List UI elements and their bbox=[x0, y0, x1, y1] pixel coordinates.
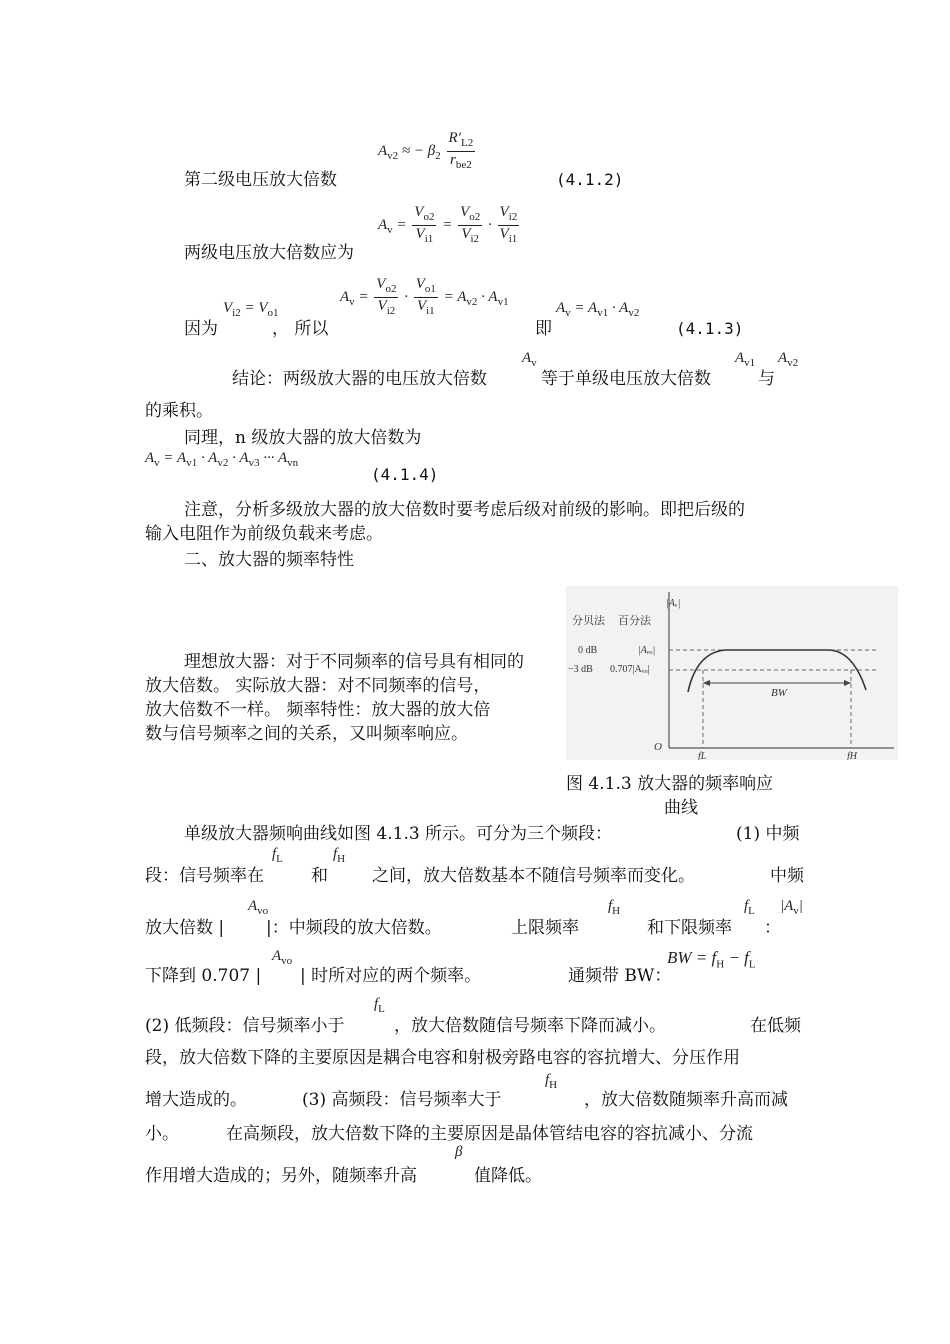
bw-arrow-left-head bbox=[703, 680, 710, 686]
single-stage-line-3b: |：中频段的放大倍数。 bbox=[266, 918, 442, 938]
fh-symbol-3: $f_H$ bbox=[545, 1072, 558, 1091]
fl-label: fL bbox=[698, 751, 707, 760]
eq-av-caption: 两级电压放大倍数应为 bbox=[184, 243, 354, 263]
note-line-1: 注意，分析多级放大器的放大倍数时要考虑后级对前级的影响。即把后级的 bbox=[184, 500, 745, 520]
avo-symbol-2: $A_{vo}$ bbox=[272, 948, 293, 967]
freq-intro-line-1: 理想放大器：对于不同频率的信号具有相同的 bbox=[184, 652, 524, 672]
eq-4-1-4: $A_v = A_{v1} \cdot A_{v2} \cdot A_{v3}$ ··· $A_{vn}$ bbox=[145, 450, 299, 469]
y-axis-label: |Aᵥ| bbox=[666, 598, 681, 609]
eq-4-1-3-ie: 即 bbox=[535, 319, 552, 339]
row1-db: 0 dB bbox=[578, 645, 598, 656]
fl-symbol: $f_L$ bbox=[272, 846, 283, 865]
eq-4-1-3-so: ， 所以 bbox=[272, 319, 329, 339]
high-band-line-5a: 作用增大造成的；另外，随频率升高 bbox=[145, 1166, 417, 1186]
figure-caption-line-2: 曲线 bbox=[664, 798, 698, 818]
single-stage-line-3e: ： bbox=[764, 918, 781, 938]
header-pct: 百分法 bbox=[618, 614, 651, 627]
freq-intro-line-2: 放大倍数。 实际放大器：对不同频率的信号， bbox=[145, 676, 491, 696]
bw-equation: BW = $f_H - f_L$ bbox=[667, 948, 756, 971]
conclusion-av1-symbol: $A_{v1}$ bbox=[735, 350, 756, 369]
beta-symbol: β bbox=[455, 1144, 463, 1160]
freq-intro-line-4: 数与信号频率之间的关系，又叫频率响应。 bbox=[145, 724, 468, 744]
high-band-line-4b: 在高频段，放大倍数下降的主要原因是晶体管结电容的容抗减小、分流 bbox=[226, 1124, 753, 1144]
single-stage-line-2d: 中频 bbox=[770, 866, 804, 886]
bw-label: BW bbox=[771, 687, 787, 699]
low-band-line-3a: 增大造成的。 bbox=[145, 1090, 247, 1110]
single-stage-line-4b: | 时所对应的两个频率。 bbox=[300, 966, 482, 986]
section-2-heading: 二、放大器的频率特性 bbox=[184, 550, 354, 570]
conclusion-av-symbol: $A_v$ bbox=[522, 350, 537, 369]
eq-av-ratio: $A_v$ = $\frac{V_{o2}}{V_{i1}}$ = $\frac{V_{o2}}{V_{i2}}$ · $\frac{V_{i2}}{V_{i1}}$ bbox=[378, 204, 518, 245]
fh-label: fH bbox=[847, 751, 857, 760]
single-stage-line-3d: 和下限频率 bbox=[647, 918, 732, 938]
eq-4-1-4-number: (4.1.4) bbox=[371, 465, 439, 484]
fh-symbol: $f_H$ bbox=[333, 846, 346, 865]
fl-symbol-3: $f_L$ bbox=[374, 996, 385, 1015]
low-band-line-1c: 在低频 bbox=[750, 1016, 801, 1036]
eq-4-1-4-caption: 同理，n 级放大器的放大倍数为 bbox=[184, 428, 422, 448]
bw-arrow-right-head bbox=[844, 680, 851, 686]
conclusion-av2-symbol: $A_{v2}$ bbox=[778, 350, 799, 369]
frequency-response-figure bbox=[566, 586, 898, 760]
eq-4-1-2-caption: 第二级电压放大倍数 bbox=[184, 170, 337, 190]
high-band-line-5b: 值降低。 bbox=[474, 1166, 542, 1186]
single-stage-line-3a: 放大倍数 | bbox=[145, 918, 225, 938]
eq-4-1-3-number: (4.1.3) bbox=[676, 319, 744, 338]
single-stage-line-1a: 单级放大器频响曲线如图 4.1.3 所示。可分为三个频段： bbox=[184, 824, 613, 844]
single-stage-line-4c: 通频带 BW： bbox=[568, 966, 672, 986]
single-stage-line-4a: 下降到 0.707 | bbox=[145, 966, 262, 986]
freq-intro-line-3: 放大倍数不一样。 频率特性：放大器的放大倍 bbox=[145, 700, 491, 720]
frequency-response-graph bbox=[566, 586, 898, 760]
abs-av-symbol: $|A_v|$ bbox=[780, 898, 803, 917]
origin-label: O bbox=[654, 741, 662, 753]
row2-db: −3 dB bbox=[568, 664, 593, 675]
eq-4-1-3-because: 因为 bbox=[184, 319, 218, 339]
high-band-line-3c: ，放大倍数随频率升高而减 bbox=[584, 1090, 788, 1110]
single-stage-line-2b: 和 bbox=[311, 866, 328, 886]
row2-pct: 0.707|Aᵥₒ| bbox=[610, 664, 650, 675]
note-line-2: 输入电阻作为前级负载来考虑。 bbox=[145, 524, 383, 544]
low-band-line-1b: ，放大倍数随信号频率下降而减小。 bbox=[394, 1016, 666, 1036]
conclusion-text-2: 等于单级电压放大倍数 bbox=[541, 369, 711, 389]
single-stage-line-1b: (1) 中频 bbox=[736, 824, 800, 844]
conclusion-text-1: 结论：两级放大器的电压放大倍数 bbox=[232, 369, 487, 389]
figure-caption-line-1: 图 4.1.3 放大器的频率响应 bbox=[566, 774, 774, 794]
conclusion-text-4: 的乘积。 bbox=[145, 401, 213, 421]
conclusion-text-3: 与 bbox=[758, 369, 775, 389]
avo-symbol: $A_{vo}$ bbox=[248, 898, 269, 917]
eq-av-product-mid: $A_v$ = $\frac{V_{o2}}{V_{i2}}$ · $\frac{V_{o1}}{V_{i1}}$ = $A_{v2} \cdot A_{v1}$ bbox=[340, 276, 509, 317]
eq-vi2-vo1: $V_{i2} = V_{o1}$ bbox=[223, 300, 279, 319]
eq-4-1-2-number: (4.1.2) bbox=[556, 170, 624, 189]
single-stage-line-2c: 之间，放大倍数基本不随信号频率而变化。 bbox=[372, 866, 695, 886]
eq-av-product-result: $A_v = A_{v1} \cdot A_{v2}$ bbox=[556, 300, 640, 319]
response-curve bbox=[688, 650, 866, 692]
single-stage-line-3c: 上限频率 bbox=[511, 918, 579, 938]
fl-symbol-2: $f_L$ bbox=[744, 898, 755, 917]
eq-4-1-2: $A_{v2}$ ≈ − $\beta_2$ $R'_{L2}$ $r_{be2}$ bbox=[378, 130, 474, 171]
high-band-line-3b: (3) 高频段：信号频率大于 bbox=[302, 1090, 502, 1110]
row1-pct: |Aᵥₒ| bbox=[638, 645, 656, 656]
high-band-line-4a: 小。 bbox=[145, 1124, 179, 1144]
low-band-line-2: 段，放大倍数下降的主要原因是耦合电容和射极旁路电容的容抗增大、分压作用 bbox=[145, 1048, 740, 1068]
single-stage-line-2a: 段：信号频率在 bbox=[145, 866, 264, 886]
header-db: 分贝法 bbox=[572, 614, 605, 627]
fh-symbol-2: $f_H$ bbox=[608, 898, 621, 917]
low-band-line-1a: (2) 低频段：信号频率小于 bbox=[145, 1016, 345, 1036]
